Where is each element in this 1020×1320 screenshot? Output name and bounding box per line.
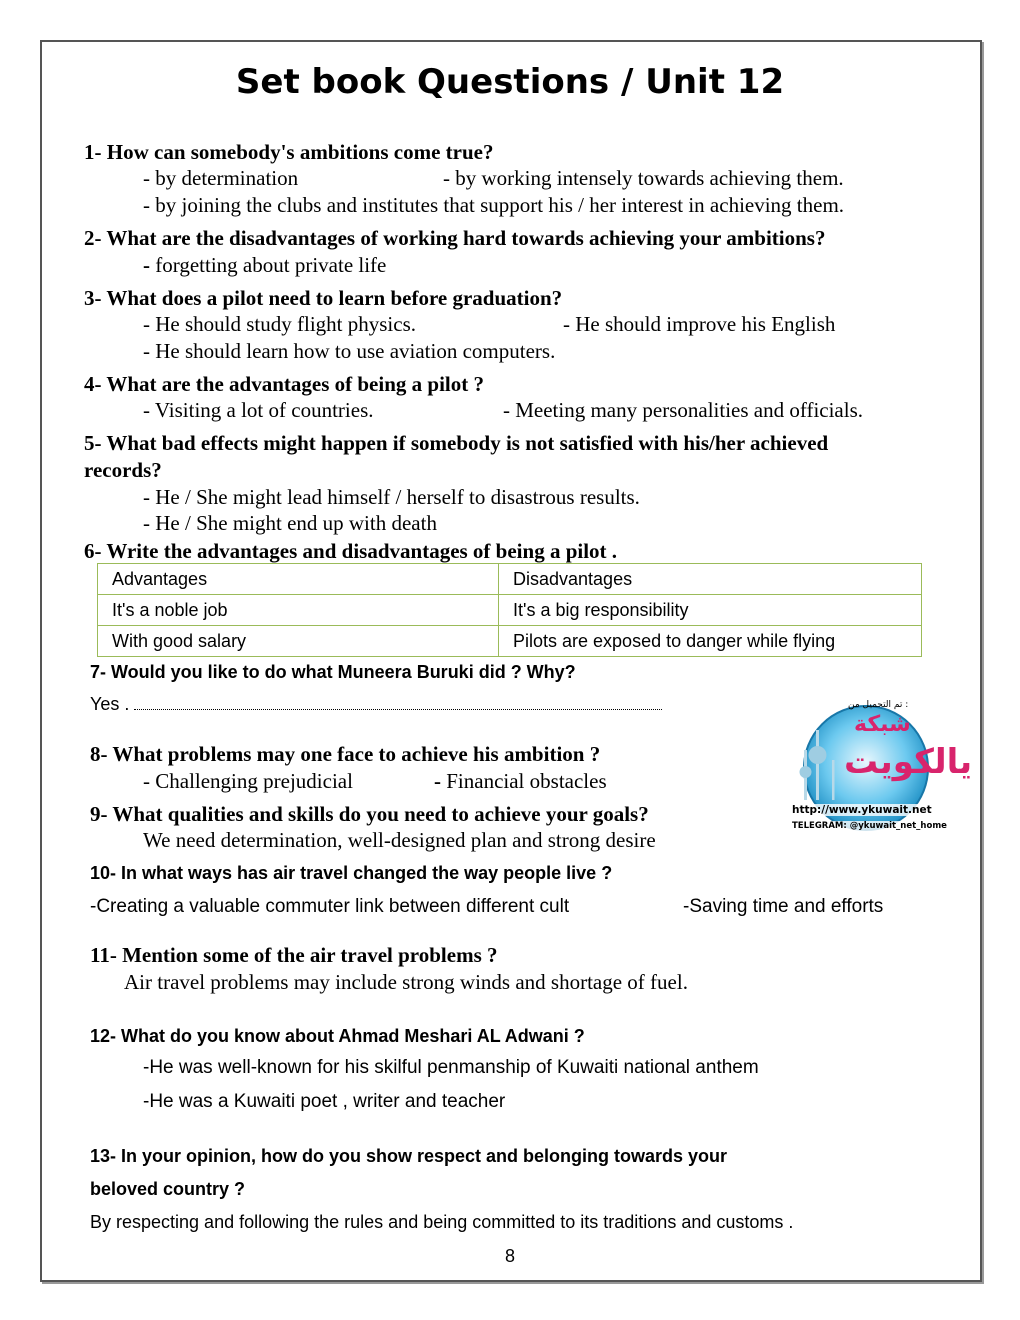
- question-9: 9- What qualities and skills do you need to achieve your goals?: [90, 802, 649, 826]
- answer-7-blank: [134, 695, 662, 710]
- answer-12-1: -He was well-known for his skilful penmanship of Kuwaiti national anthem: [143, 1057, 759, 1078]
- answer-8-2-text: Financial obstacles: [441, 769, 607, 793]
- question-1: 1- How can somebody's ambitions come true?: [84, 140, 494, 164]
- table-header-advantages: Advantages: [98, 564, 499, 595]
- question-6: 6- Write the advantages and disadvantages of being a pilot .: [84, 539, 618, 563]
- site-logo: [788, 700, 973, 845]
- answer-1-2: - by working intensely towards achieving them.: [443, 166, 844, 190]
- answer-8-1: - Challenging prejudicial: [143, 769, 353, 793]
- question-4: 4- What are the advantages of being a pilot ?: [84, 372, 484, 396]
- page-title: Set book Questions / Unit 12: [235, 62, 785, 102]
- table-cell: With good salary: [98, 626, 499, 657]
- question-2: 2- What are the disadvantages of working hard towards achieving your ambitions?: [84, 226, 826, 250]
- logo-telegram: TELEGRAM: @ykuwait_net_home: [792, 821, 947, 831]
- table-header-row: [98, 564, 922, 595]
- answer-1-1: - by determination: [143, 166, 299, 190]
- answer-3-1: - He should study flight physics.: [143, 312, 416, 336]
- answer-3-3: - He should learn how to use aviation computers.: [143, 339, 556, 363]
- question-5-line-2: records?: [84, 458, 162, 482]
- table-header-disadvantages: Disadvantages: [499, 564, 922, 595]
- question-12: 12- What do you know about Ahmad Meshari AL Adwani ?: [90, 1026, 585, 1046]
- answer-7-text: Yes .: [90, 694, 130, 714]
- answer-8-2-dash: -: [434, 769, 441, 793]
- answer-5-2: - He / She might end up with death: [143, 511, 437, 535]
- answer-2-dash: -: [143, 253, 150, 277]
- question-13-line-1: 13- In your opinion, how do you show respect and belonging towards your: [90, 1146, 728, 1166]
- answer-4-1: - Visiting a lot of countries.: [143, 398, 374, 422]
- question-10: 10- In what ways has air travel changed the way people live ?: [90, 863, 613, 883]
- answer-13: By respecting and following the rules and being committed to its traditions and customs .: [90, 1212, 794, 1232]
- answer-12-2: -He was a Kuwaiti poet , writer and teacher: [143, 1091, 506, 1112]
- answer-2-1: [143, 253, 386, 278]
- answer-5-1: - He / She might lead himself / herself to disastrous results.: [143, 485, 640, 509]
- question-7: 7- Would you like to do what Muneera Buruki did ? Why?: [90, 662, 576, 682]
- logo-arabic-name-2: يالكويت: [844, 742, 973, 782]
- answer-7: [90, 694, 662, 715]
- answer-2-text: forgetting about private life: [150, 253, 387, 277]
- answer-10-1: -Creating a valuable commuter link between different cult: [90, 896, 570, 917]
- answer-11: Air travel problems may include strong winds and shortage of fuel.: [124, 970, 688, 994]
- answer-4-2: - Meeting many personalities and officials.: [503, 398, 864, 422]
- answer-9: We need determination, well-designed plan and strong desire: [143, 828, 656, 852]
- question-3: 3- What does a pilot need to learn before graduation?: [84, 286, 563, 310]
- logo-url: http://www.ykuwait.net: [792, 804, 932, 816]
- answer-1-3: - by joining the clubs and institutes that support his / her interest in achieving them.: [143, 193, 845, 217]
- answer-8-2: [434, 769, 607, 794]
- question-11: 11- Mention some of the air travel problems ?: [90, 943, 498, 967]
- page-number: 8: [504, 1246, 515, 1266]
- advantages-table: [97, 563, 922, 657]
- question-8: 8- What problems may one face to achieve his ambition ?: [90, 742, 601, 766]
- table-cell: It's a noble job: [98, 595, 499, 626]
- table-cell: Pilots are exposed to danger while flying: [499, 626, 922, 657]
- logo-arabic-name-1: شبكة: [854, 712, 911, 737]
- logo-top-text: تم التحميل من :: [848, 700, 909, 710]
- question-13-line-2: beloved country ?: [90, 1179, 246, 1199]
- table-row: [98, 626, 922, 657]
- table-cell: It's a big responsibility: [499, 595, 922, 626]
- answer-10-2: -Saving time and efforts: [683, 896, 884, 917]
- question-5-line-1: 5- What bad effects might happen if somebody is not satisfied with his/her achieved: [84, 431, 829, 455]
- answer-3-2: - He should improve his English: [563, 312, 836, 336]
- table-row: [98, 595, 922, 626]
